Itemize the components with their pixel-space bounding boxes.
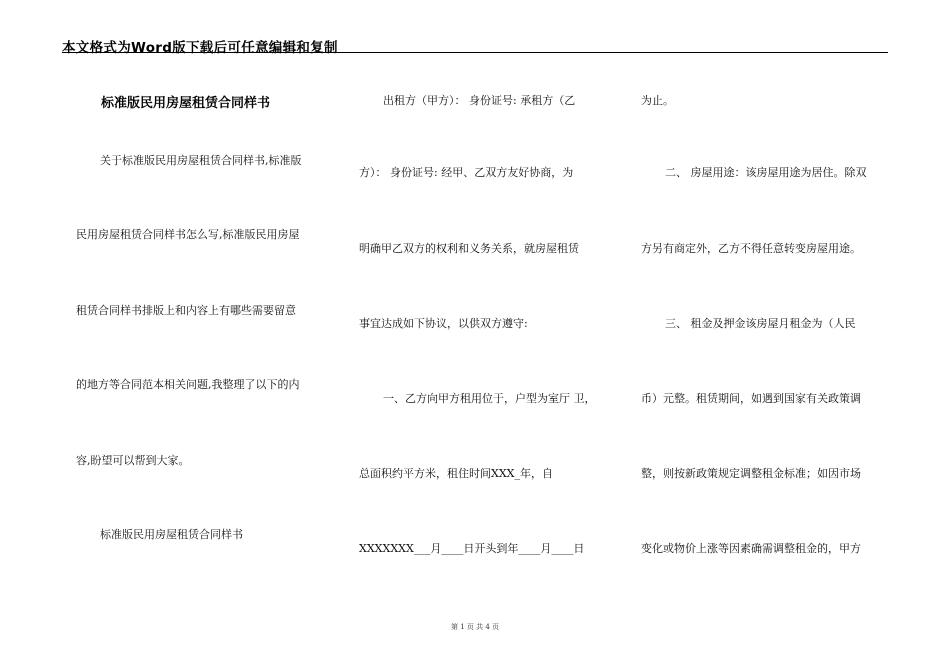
paragraph-line: 的地方等合同范本相关问题,我整理了以下的内 (76, 378, 300, 391)
paragraph-line: 事宜达成如下协议，以供双方遵守: (359, 317, 528, 330)
section-heading: 标准版民用房屋租赁合同样书 (100, 528, 243, 541)
document-header: 本文格式为Word版下载后可任意编辑和复制 (62, 40, 338, 56)
paragraph-line: 容,盼望可以帮到大家。 (76, 454, 190, 467)
paragraph-line: 出租方（甲方）： 身份证号: 承租方（乙 (383, 94, 576, 107)
paragraph-line: 整，则按新政策规定调整租金标准；如因市场 (641, 467, 861, 480)
paragraph-line: 关于标准版民用房屋租赁合同样书,标准版 (100, 154, 302, 167)
paragraph-line: 总面积约平方米，租住时间XXX_年，自 (359, 467, 553, 480)
paragraph-line: 方）： 身份证号: 经甲、乙双方友好协商，为 (359, 166, 574, 179)
paragraph-line: 变化或物价上涨等因素确需调整租金的，甲方 (641, 542, 861, 555)
paragraph-line: XXXXXXX___月____日开头到年____月____日 (359, 542, 585, 555)
document-title: 标准版民用房屋租赁合同样书 (101, 96, 271, 111)
paragraph-line: 租赁合同样书排版上和内容上有哪些需要留意 (76, 304, 296, 317)
paragraph-line: 方另有商定外，乙方不得任意转变房屋用途。 (641, 242, 861, 255)
paragraph-line: 二、 房屋用途：该房屋用途为居住。除双 (665, 166, 867, 179)
paragraph-line: 民用房屋租赁合同样书怎么写,标准版民用房屋 (76, 228, 300, 241)
header-divider (62, 52, 888, 53)
paragraph-line: 三、 租金及押金该房屋月租金为（人民 (665, 317, 856, 330)
paragraph-line: 一、乙方向甲方租用位于，户型为室厅 卫， (383, 392, 596, 405)
page-number: 第 1 页 共 4 页 (450, 623, 500, 631)
paragraph-line: 币）元整。租赁期间，如遇到国家有关政策调 (641, 392, 861, 405)
paragraph-line: 明确甲乙双方的权利和义务关系，就房屋租赁 (359, 242, 579, 255)
paragraph-line: 为止。 (641, 94, 674, 107)
